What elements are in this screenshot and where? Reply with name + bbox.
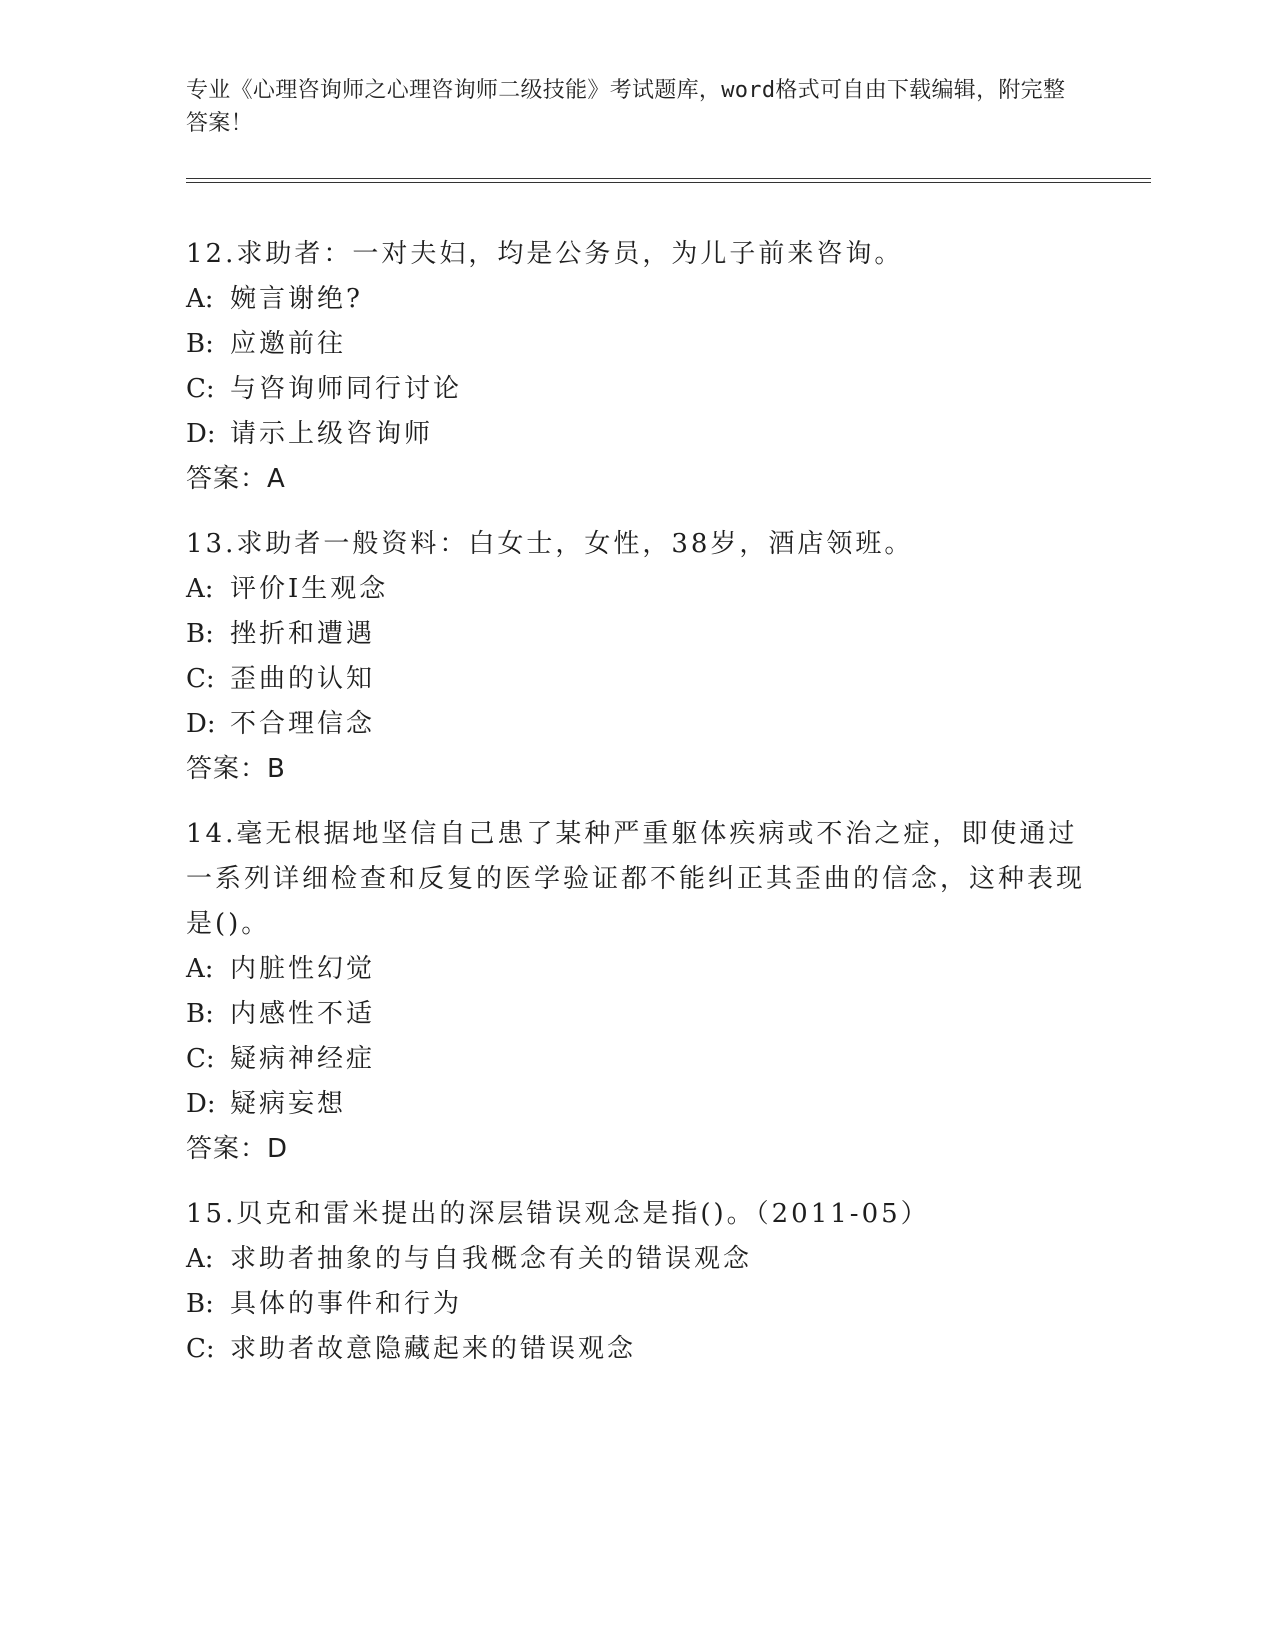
option-b: [186, 1282, 1086, 1327]
option-text: 求助者抽象的与自我概念有关的错误观念: [230, 1244, 753, 1274]
option-text: 与咨询师同行讨论: [230, 374, 463, 404]
option-c: [186, 1037, 1086, 1082]
option-text: 内脏性幻觉: [230, 954, 376, 984]
question-14: [186, 812, 1086, 1172]
option-text: 评价I生观念: [230, 574, 389, 604]
option-c: [186, 1327, 1086, 1372]
option-letter: A:: [186, 574, 214, 604]
question-stem: 12.求助者：一对夫妇，均是公务员，为儿子前来咨询。: [186, 239, 904, 269]
option-text: 疑病神经症: [230, 1044, 376, 1074]
option-c: [186, 657, 1086, 702]
option-text: 具体的事件和行为: [230, 1289, 463, 1319]
option-letter: A:: [186, 284, 214, 314]
option-letter: D:: [186, 1089, 216, 1119]
option-d: [186, 412, 1086, 457]
question-list: [186, 232, 1086, 1392]
option-letter: B:: [186, 619, 214, 649]
answer-line: 答案：B: [186, 754, 286, 784]
option-b: [186, 322, 1086, 367]
option-a: [186, 1237, 1086, 1282]
answer-line: 答案：A: [186, 464, 286, 494]
option-text: 求助者故意隐藏起来的错误观念: [230, 1334, 637, 1364]
question-stem: 13.求助者一般资料：白女士，女性，38岁，酒店领班。: [186, 529, 914, 559]
option-letter: C:: [186, 374, 215, 404]
option-a: [186, 277, 1086, 322]
option-letter: B:: [186, 329, 214, 359]
option-letter: A:: [186, 1244, 214, 1274]
option-b: [186, 992, 1086, 1037]
option-text: 挫折和遭遇: [230, 619, 376, 649]
option-letter: C:: [186, 664, 215, 694]
question-15: [186, 1192, 1086, 1372]
option-letter: C:: [186, 1334, 215, 1364]
option-text: 内感性不适: [230, 999, 376, 1029]
question-stem: 14.毫无根据地坚信自己患了某种严重躯体疾病或不治之症，即使通过一系列详细检查和反复的医学验证都不能纠正其歪曲的信念，这种表现是()。: [186, 819, 1086, 939]
option-d: [186, 1082, 1086, 1127]
option-text: 应邀前往: [230, 329, 347, 359]
option-d: [186, 702, 1086, 747]
document-header: 专业《心理咨询师之心理咨询师二级技能》考试题库，word格式可自由下载编辑，附完整答案！: [186, 78, 1066, 136]
header-divider-bottom: [186, 182, 1151, 183]
option-a: [186, 947, 1086, 992]
option-text: 歪曲的认知: [230, 664, 376, 694]
option-text: 请示上级咨询师: [230, 419, 434, 449]
option-text: 不合理信念: [230, 709, 376, 739]
option-letter: D:: [186, 419, 216, 449]
option-letter: B:: [186, 1289, 214, 1319]
option-c: [186, 367, 1086, 412]
option-letter: B:: [186, 999, 214, 1029]
question-stem: 15.贝克和雷米提出的深层错误观念是指()。（2011-05）: [186, 1199, 930, 1229]
question-12: [186, 232, 1086, 502]
option-b: [186, 612, 1086, 657]
option-letter: A:: [186, 954, 214, 984]
question-13: [186, 522, 1086, 792]
option-letter: C:: [186, 1044, 215, 1074]
option-text: 婉言谢绝?: [230, 284, 363, 314]
header-divider-top: [186, 178, 1151, 179]
answer-line: 答案：D: [186, 1134, 289, 1164]
option-text: 疑病妄想: [230, 1089, 347, 1119]
option-a: [186, 567, 1086, 612]
option-letter: D:: [186, 709, 216, 739]
